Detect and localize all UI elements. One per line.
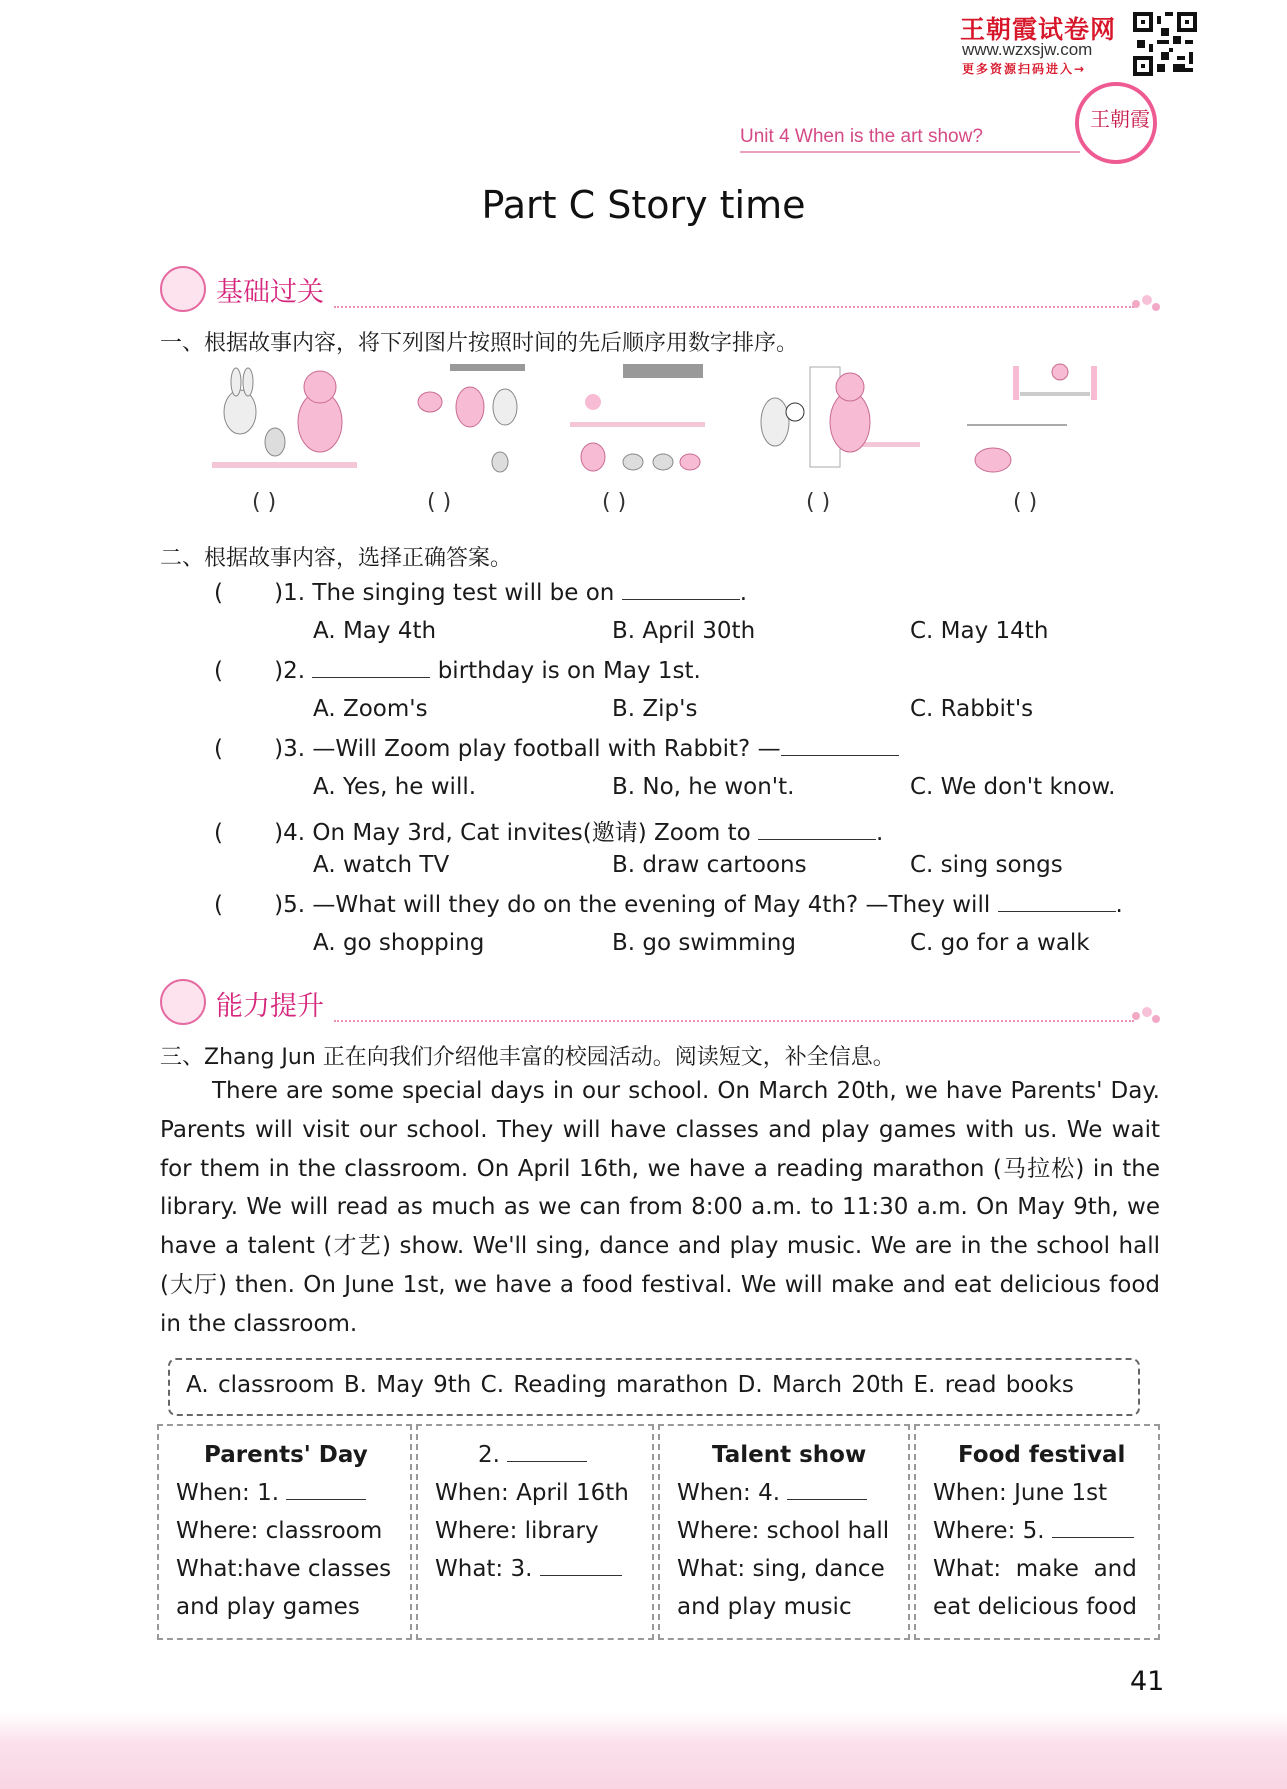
option-a[interactable]: A. Yes, he will. — [313, 774, 477, 800]
card-where: Where: school hall — [677, 1518, 890, 1544]
q1-instruction: 一、根据故事内容，将下列图片按照时间的先后顺序用数字排序。 — [160, 331, 799, 356]
section-heading-advanced: 能力提升 — [216, 991, 324, 1022]
card-what-cont: and play music — [677, 1594, 852, 1620]
answer-blank[interactable] — [781, 737, 899, 756]
item-text-post: birthday is on May 1st. — [437, 658, 701, 684]
q3-instruction: 三、Zhang Jun 正在向我们介绍他丰富的校园活动。阅读短文，补全信息。 — [160, 1045, 895, 1070]
item-number: )4. — [274, 820, 306, 846]
card-what: What: make and — [933, 1556, 1137, 1582]
answer-blank[interactable] — [622, 581, 740, 600]
page-title: Part C Story time — [481, 183, 806, 227]
option-c[interactable]: C. go for a walk — [910, 930, 1090, 956]
picture-answer-2[interactable]: ( ) — [427, 490, 452, 515]
mc-item-5 — [214, 892, 1123, 918]
item-number: )5. — [274, 892, 306, 918]
answer-paren[interactable]: ( — [214, 820, 275, 846]
item-number: )1. — [274, 580, 306, 606]
footer-band — [0, 1712, 1287, 1789]
option-a[interactable]: A. Zoom's — [313, 696, 428, 722]
card-title: 2. — [478, 1442, 587, 1468]
answer-paren[interactable]: ( — [214, 658, 275, 684]
brand-slogan: 更多资源扫码进入→ — [962, 62, 1087, 76]
option-c[interactable]: C. sing songs — [910, 852, 1063, 878]
card-when: When: 1. — [176, 1480, 366, 1506]
qr-code-icon[interactable] — [1133, 12, 1197, 76]
story-picture-4 — [750, 362, 925, 477]
dots-decoration-icon — [1130, 294, 1162, 314]
option-b[interactable]: B. April 30th — [612, 618, 756, 644]
brand-url[interactable]: www.wzxsjw.com — [962, 40, 1093, 59]
card-where: Where: 5. — [933, 1518, 1134, 1544]
option-c[interactable]: C. We don't know. — [910, 774, 1116, 800]
item-number: )3. — [274, 736, 306, 762]
option-a[interactable]: A. go shopping — [313, 930, 485, 956]
item-text-post: . — [1115, 892, 1123, 918]
brand-title: 王朝霞试卷网 — [960, 15, 1117, 44]
option-a[interactable]: A. May 4th — [313, 618, 437, 644]
item-text-pre: The singing test will be on — [312, 580, 615, 606]
answer-paren[interactable]: ( — [214, 892, 275, 918]
answer-blank[interactable] — [507, 1443, 587, 1462]
card-title: Parents' Day — [204, 1442, 368, 1468]
answer-blank[interactable] — [286, 1481, 366, 1500]
story-picture-5 — [965, 362, 1105, 477]
card-what: What:have classes — [176, 1556, 392, 1582]
unit-rule — [740, 151, 1080, 153]
word-bank-options: A. classroom B. May 9th C. Reading marathon D. March 20th E. read books — [186, 1372, 1074, 1398]
card-when: When: April 16th — [435, 1480, 629, 1506]
option-c[interactable]: C. Rabbit's — [910, 696, 1034, 722]
card-title: Food festival — [958, 1442, 1126, 1468]
option-a[interactable]: A. watch TV — [313, 852, 450, 878]
story-picture-1 — [210, 362, 360, 477]
mc-item-1 — [214, 580, 747, 606]
unit-header: Unit 4 When is the art show? — [740, 126, 983, 147]
item-text-post: . — [739, 580, 748, 606]
card-what: What: sing, dance — [677, 1556, 885, 1582]
answer-paren[interactable]: ( — [214, 736, 275, 762]
card-what: What: 3. — [435, 1556, 622, 1582]
item-number: )2. — [274, 658, 306, 684]
item-text-pre: —Will Zoom play football with Rabbit? — — [312, 736, 781, 762]
picture-answer-4[interactable]: ( ) — [806, 490, 831, 515]
picture-answer-1[interactable]: ( ) — [252, 490, 277, 515]
answer-blank[interactable] — [998, 893, 1116, 912]
option-b[interactable]: B. go swimming — [612, 930, 796, 956]
answer-blank[interactable] — [540, 1557, 622, 1576]
q2-instruction: 二、根据故事内容，选择正确答案。 — [160, 546, 513, 571]
mc-item-4 — [214, 814, 883, 847]
option-b[interactable]: B. draw cartoons — [612, 852, 807, 878]
option-b[interactable]: B. No, he won't. — [612, 774, 795, 800]
dots-decoration-icon — [1130, 1006, 1162, 1026]
option-b[interactable]: B. Zip's — [612, 696, 698, 722]
card-when: When: June 1st — [933, 1480, 1108, 1506]
answer-blank[interactable] — [787, 1481, 867, 1500]
card-where: Where: classroom — [176, 1518, 383, 1544]
card-where: Where: library — [435, 1518, 599, 1544]
picture-answer-5[interactable]: ( ) — [1013, 490, 1038, 515]
girl-mascot-icon — [160, 266, 206, 312]
story-picture-2 — [400, 362, 530, 477]
card-what-cont: and play games — [176, 1594, 360, 1620]
girl-mascot-icon — [160, 979, 206, 1025]
answer-blank[interactable] — [758, 821, 876, 840]
answer-paren[interactable]: ( — [214, 580, 275, 606]
reading-passage: There are some special days in our school. On March 20th, we have Parents' Day. Parents will visit our school. They will have classes and play games with us. We wait for them in the classroom. On April 16th, we have a reading marathon (马拉松) in the library. We will read as much as we can from 8:00 a.m. to 11:30 a.m. On May 9th, we have a talent (才艺) show. We'll sing, dance and play music. We are in the school hall (大厅) then. On June 1st, we have a food festival. We will make and eat delicious food in the classroom. — [160, 1078, 1160, 1337]
card-when: When: 4. — [677, 1480, 867, 1506]
section-divider — [334, 306, 1134, 308]
story-picture-3 — [568, 362, 708, 477]
mc-item-2 — [214, 658, 701, 684]
option-c[interactable]: C. May 14th — [910, 618, 1049, 644]
answer-blank[interactable] — [312, 659, 430, 678]
answer-blank[interactable] — [1052, 1519, 1134, 1538]
card-what-cont: eat delicious food — [933, 1594, 1137, 1620]
mc-item-3 — [214, 736, 899, 762]
item-text-pre: On May 3rd, Cat invites(邀请) Zoom to — [312, 820, 751, 846]
item-text-post: . — [876, 820, 884, 846]
section-heading-basic: 基础过关 — [216, 277, 324, 308]
picture-answer-3[interactable]: ( ) — [602, 490, 627, 515]
card-title: Talent show — [712, 1442, 867, 1468]
item-text-pre: —What will they do on the evening of May 4th? —They will — [312, 892, 991, 918]
page-number: 41 — [1130, 1666, 1165, 1697]
brand-seal-text: 王朝霞 — [1090, 107, 1150, 131]
section-divider — [334, 1020, 1134, 1022]
